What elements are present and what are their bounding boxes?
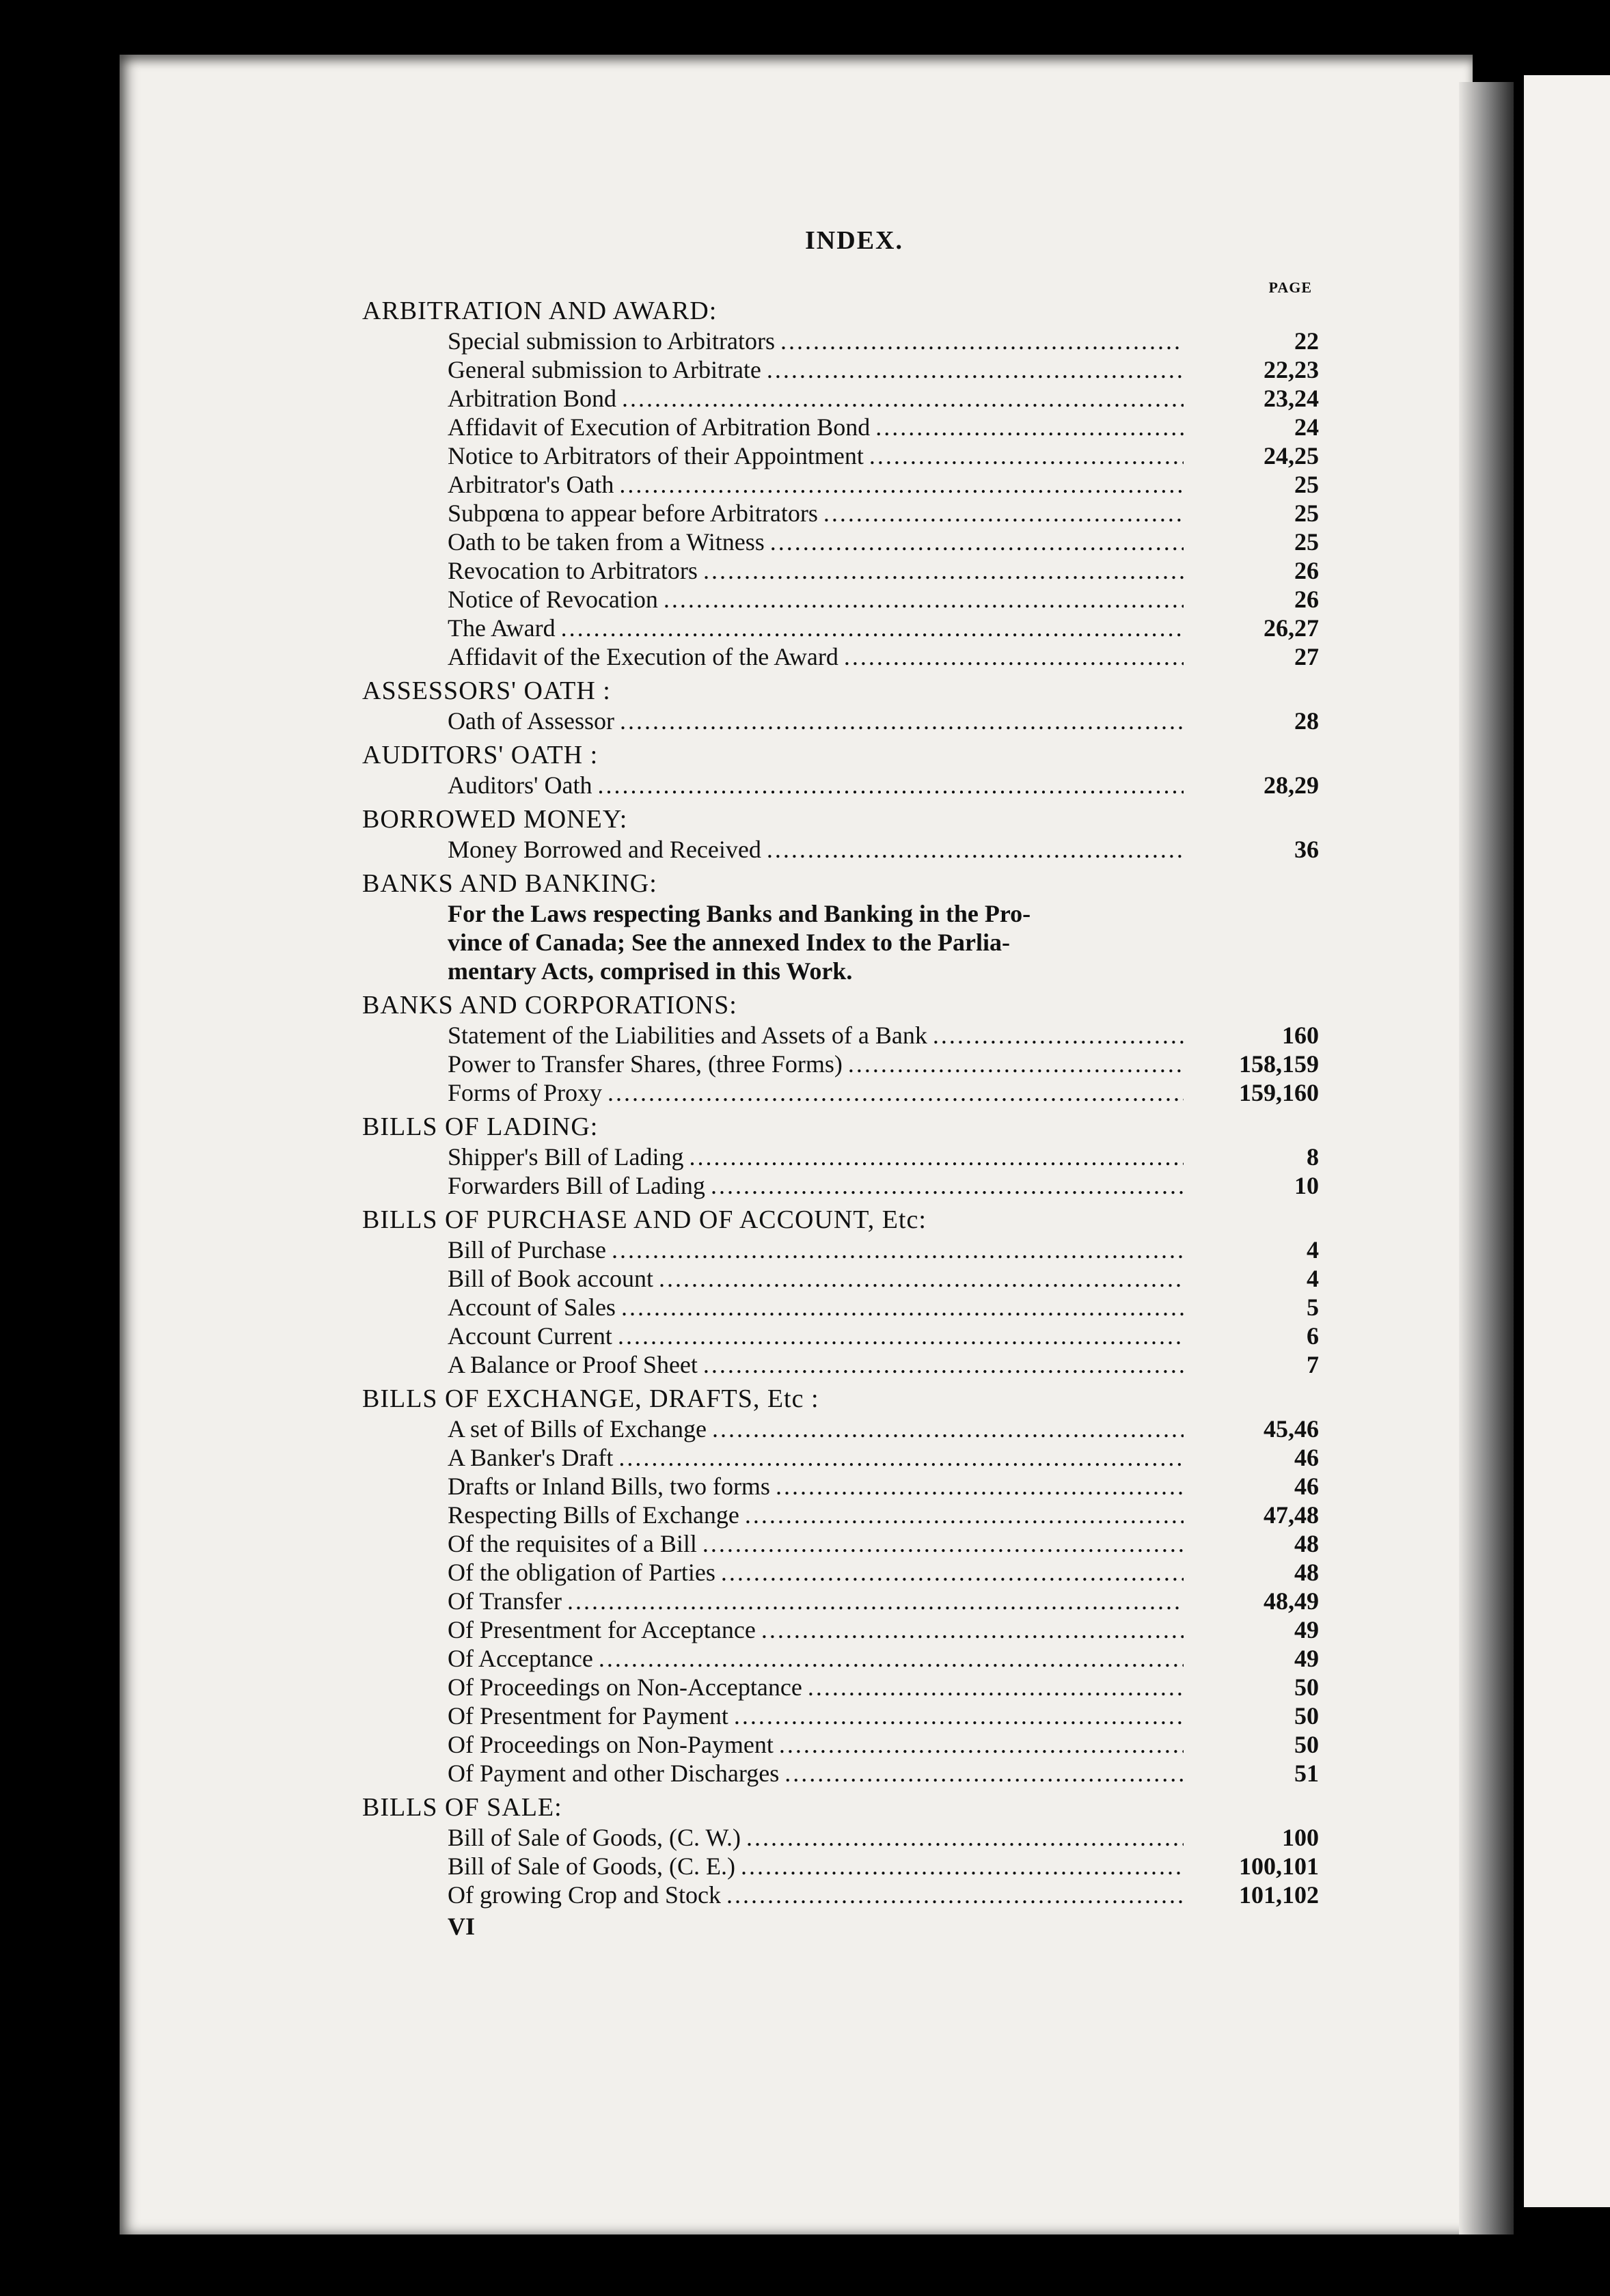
index-entry: [362, 1529, 1319, 1558]
index-entry: [362, 1472, 1319, 1501]
index-entry: [362, 327, 1319, 355]
entry-page-number: 6: [1307, 1322, 1319, 1350]
entry-label: Special submission to Arbitrators: [448, 327, 775, 355]
entry-page-number: 23,24: [1264, 385, 1319, 412]
entry-page-number: 36: [1294, 836, 1319, 863]
entry-label: Of Transfer: [448, 1587, 562, 1615]
entry-page-number: 100,101: [1239, 1853, 1319, 1880]
entry-label: Of Proceedings on Non-Payment: [448, 1731, 774, 1758]
section-heading: BILLS OF EXCHANGE, DRAFTS, Etc :: [362, 1384, 819, 1413]
index-entry: [362, 707, 1319, 735]
entry-page-number: 24,25: [1264, 442, 1319, 469]
index-entry: [362, 1587, 1319, 1615]
index-entry: [362, 835, 1319, 864]
section-heading: BILLS OF LADING:: [362, 1112, 599, 1141]
dot-leader: [664, 585, 1184, 614]
section-heading: BORROWED MONEY:: [362, 805, 628, 834]
entry-page-number: 28: [1294, 707, 1319, 735]
dot-leader: [599, 1644, 1184, 1673]
index-entry: [362, 1501, 1319, 1529]
index-section: [362, 1204, 1319, 1379]
dot-leader: [741, 1852, 1184, 1881]
dot-leader: [869, 441, 1184, 470]
entry-label: A Banker's Draft: [448, 1444, 614, 1471]
section-heading: BANKS AND BANKING:: [362, 869, 657, 898]
index-entry: [362, 1702, 1319, 1730]
entry-label: Of Proceedings on Non-Acceptance: [448, 1673, 802, 1701]
entry-page-number: 28,29: [1264, 771, 1319, 799]
entry-label: Arbitrator's Oath: [448, 471, 614, 498]
dot-leader: [597, 771, 1184, 800]
dot-leader: [618, 1443, 1184, 1472]
index-section: [362, 1792, 1319, 1909]
index-entry: [362, 1823, 1319, 1852]
dot-leader: [761, 1615, 1184, 1644]
entry-label: Of the obligation of Parties: [448, 1559, 715, 1586]
section-note: [362, 899, 1319, 985]
index-section: [362, 1111, 1319, 1200]
entry-label: Account of Sales: [448, 1294, 616, 1321]
index-entry: [362, 355, 1319, 384]
index-content: [362, 226, 1319, 1941]
entry-page-number: 25: [1294, 500, 1319, 527]
entry-label: Of the requisites of a Bill: [448, 1530, 697, 1557]
dot-leader: [721, 1558, 1184, 1587]
page-column-label: PAGE: [1268, 279, 1312, 296]
entry-page-number: 22: [1294, 327, 1319, 355]
entry-page-number: 160: [1282, 1022, 1319, 1049]
index-section: [362, 1383, 1319, 1788]
section-heading: BILLS OF PURCHASE AND OF ACCOUNT, Etc:: [362, 1205, 927, 1234]
entry-label: General submission to Arbitrate: [448, 356, 761, 383]
dot-leader: [561, 614, 1184, 642]
index-entry: [362, 585, 1319, 614]
entry-page-number: 50: [1294, 1731, 1319, 1758]
entry-label: Bill of Book account: [448, 1265, 653, 1292]
entry-label: Money Borrowed and Received: [448, 836, 761, 863]
dot-leader: [612, 1235, 1184, 1264]
entry-page-number: 101,102: [1239, 1881, 1319, 1909]
entry-label: Subpœna to appear before Arbitrators: [448, 500, 818, 527]
dot-leader: [608, 1078, 1184, 1107]
entry-page-number: 100: [1282, 1824, 1319, 1851]
dot-leader: [712, 1414, 1184, 1443]
index-section: [362, 675, 1319, 735]
index-entry: [362, 1644, 1319, 1673]
index-entry: [362, 1264, 1319, 1293]
index-entry: [362, 1730, 1319, 1759]
index-entry: [362, 384, 1319, 413]
entry-page-number: 45,46: [1264, 1415, 1319, 1443]
dot-leader: [745, 1501, 1184, 1529]
entry-label: Of Acceptance: [448, 1645, 593, 1672]
index-entry: [362, 499, 1319, 528]
entry-page-number: 10: [1294, 1172, 1319, 1199]
section-heading: BILLS OF SALE:: [362, 1793, 562, 1822]
note-line: For the Laws respecting Banks and Banking in the Pro-: [448, 900, 1031, 927]
entry-label: Respecting Bills of Exchange: [448, 1501, 739, 1529]
entry-page-number: 159,160: [1239, 1079, 1319, 1106]
index-section: [362, 804, 1319, 864]
entry-label: Of Presentment for Payment: [448, 1702, 728, 1730]
dot-leader: [726, 1881, 1184, 1909]
index-entry: [362, 441, 1319, 470]
index-entry: [362, 1293, 1319, 1322]
index-sections: [362, 295, 1319, 1909]
index-entry: [362, 1414, 1319, 1443]
section-heading: AUDITORS' OATH :: [362, 741, 599, 769]
entry-label: Oath to be taken from a Witness: [448, 528, 765, 556]
dot-leader: [848, 1050, 1184, 1078]
dot-leader: [734, 1702, 1184, 1730]
entry-page-number: 49: [1294, 1616, 1319, 1643]
entry-page-number: 4: [1307, 1265, 1319, 1292]
page-gutter: [1459, 82, 1514, 2234]
index-section: [362, 868, 1319, 985]
section-heading: ASSESSORS' OATH :: [362, 676, 611, 705]
dot-leader: [703, 1350, 1184, 1379]
dot-leader: [767, 355, 1184, 384]
index-entry: [362, 614, 1319, 642]
index-entry: [362, 470, 1319, 499]
index-section: [362, 295, 1319, 671]
folio-number: VI: [448, 1913, 476, 1940]
entry-label: Revocation to Arbitrators: [448, 557, 698, 584]
entry-label: Notice of Revocation: [448, 586, 658, 613]
dot-leader: [776, 1472, 1184, 1501]
dot-leader: [689, 1143, 1184, 1171]
entry-page-number: 48,49: [1264, 1587, 1319, 1615]
index-entry: [362, 1021, 1319, 1050]
note-line: mentary Acts, comprised in this Work.: [448, 957, 853, 985]
entry-label: Account Current: [448, 1322, 612, 1350]
section-heading: ARBITRATION AND AWARD:: [362, 297, 718, 325]
dot-leader: [933, 1021, 1184, 1050]
entry-page-number: 4: [1307, 1236, 1319, 1263]
note-line: vince of Canada; See the annexed Index to the Parlia-: [448, 929, 1010, 956]
index-entry: [362, 1673, 1319, 1702]
dot-leader: [770, 528, 1184, 556]
entry-page-number: 51: [1294, 1760, 1319, 1787]
index-section: [362, 739, 1319, 800]
entry-label: Affidavit of Execution of Arbitration Bond: [448, 413, 871, 441]
dot-leader: [711, 1171, 1184, 1200]
dot-leader: [620, 707, 1184, 735]
entry-page-number: 26: [1294, 557, 1319, 584]
entry-label: A Balance or Proof Sheet: [448, 1351, 698, 1378]
dot-leader: [619, 470, 1184, 499]
entry-page-number: 48: [1294, 1559, 1319, 1586]
index-entry: [362, 1615, 1319, 1644]
index-entry: [362, 1322, 1319, 1350]
entry-label: Oath of Assessor: [448, 707, 614, 735]
entry-label: Shipper's Bill of Lading: [448, 1143, 684, 1171]
dot-leader: [823, 499, 1184, 528]
index-entry: [362, 1759, 1319, 1788]
entry-label: The Award: [448, 614, 556, 642]
entry-page-number: 5: [1307, 1294, 1319, 1321]
section-heading: BANKS AND CORPORATIONS:: [362, 991, 737, 1020]
entry-page-number: 46: [1294, 1444, 1319, 1471]
index-entry: [362, 1881, 1319, 1909]
entry-page-number: 26: [1294, 586, 1319, 613]
index-entry: [362, 413, 1319, 441]
index-entry: [362, 1558, 1319, 1587]
dot-leader: [784, 1759, 1184, 1788]
entry-label: Auditors' Oath: [448, 771, 592, 799]
dot-leader: [844, 642, 1184, 671]
index-entry: [362, 1235, 1319, 1264]
dot-leader: [702, 1529, 1184, 1558]
entry-label: A set of Bills of Exchange: [448, 1415, 707, 1443]
index-entry: [362, 1350, 1319, 1379]
dot-leader: [746, 1823, 1184, 1852]
index-section: [362, 989, 1319, 1107]
index-entry: [362, 771, 1319, 800]
index-entry: [362, 1078, 1319, 1107]
entry-page-number: 50: [1294, 1702, 1319, 1730]
index-entry: [362, 1050, 1319, 1078]
entry-page-number: 48: [1294, 1530, 1319, 1557]
entry-page-number: 46: [1294, 1473, 1319, 1500]
entry-page-number: 8: [1307, 1143, 1319, 1171]
dot-leader: [767, 835, 1184, 864]
index-entry: [362, 1171, 1319, 1200]
entry-page-number: 25: [1294, 471, 1319, 498]
entry-label: Arbitration Bond: [448, 385, 616, 412]
index-entry: [362, 556, 1319, 585]
entry-page-number: 22,23: [1264, 356, 1319, 383]
entry-label: Of Payment and other Discharges: [448, 1760, 780, 1787]
entry-label: Drafts or Inland Bills, two forms: [448, 1473, 770, 1500]
entry-page-number: 158,159: [1239, 1050, 1319, 1078]
dot-leader: [780, 327, 1184, 355]
index-entry: [362, 642, 1319, 671]
entry-label: Notice to Arbitrators of their Appointment: [448, 442, 864, 469]
entry-page-number: 49: [1294, 1645, 1319, 1672]
entry-label: Statement of the Liabilities and Assets of a Bank: [448, 1022, 927, 1049]
entry-label: Bill of Sale of Goods, (C. E.): [448, 1853, 735, 1880]
index-entry: [362, 1143, 1319, 1171]
entry-label: Forwarders Bill of Lading: [448, 1172, 705, 1199]
dot-leader: [622, 384, 1184, 413]
entry-label: Bill of Sale of Goods, (C. W.): [448, 1824, 741, 1851]
entry-label: Forms of Proxy: [448, 1079, 603, 1106]
dot-leader: [808, 1673, 1184, 1702]
dot-leader: [659, 1264, 1184, 1293]
entry-page-number: 27: [1294, 643, 1319, 670]
dot-leader: [703, 556, 1184, 585]
entry-page-number: 26,27: [1264, 614, 1319, 642]
index-entry: [362, 528, 1319, 556]
facing-page-edge: [1524, 75, 1610, 2207]
dot-leader: [621, 1293, 1184, 1322]
entry-label: Bill of Purchase: [448, 1236, 606, 1263]
dot-leader: [875, 413, 1184, 441]
dot-leader: [567, 1587, 1184, 1615]
index-entry: [362, 1852, 1319, 1881]
entry-page-number: 47,48: [1264, 1501, 1319, 1529]
index-entry: [362, 1443, 1319, 1472]
entry-page-number: 24: [1294, 413, 1319, 441]
entry-label: Of growing Crop and Stock: [448, 1881, 721, 1909]
entry-label: Power to Transfer Shares, (three Forms): [448, 1050, 843, 1078]
dot-leader: [618, 1322, 1184, 1350]
page-title: INDEX.: [805, 226, 903, 255]
entry-page-number: 25: [1294, 528, 1319, 556]
dot-leader: [779, 1730, 1184, 1759]
entry-page-number: 7: [1307, 1351, 1319, 1378]
entry-label: Affidavit of the Execution of the Award: [448, 643, 838, 670]
entry-label: Of Presentment for Acceptance: [448, 1616, 756, 1643]
entry-page-number: 50: [1294, 1673, 1319, 1701]
